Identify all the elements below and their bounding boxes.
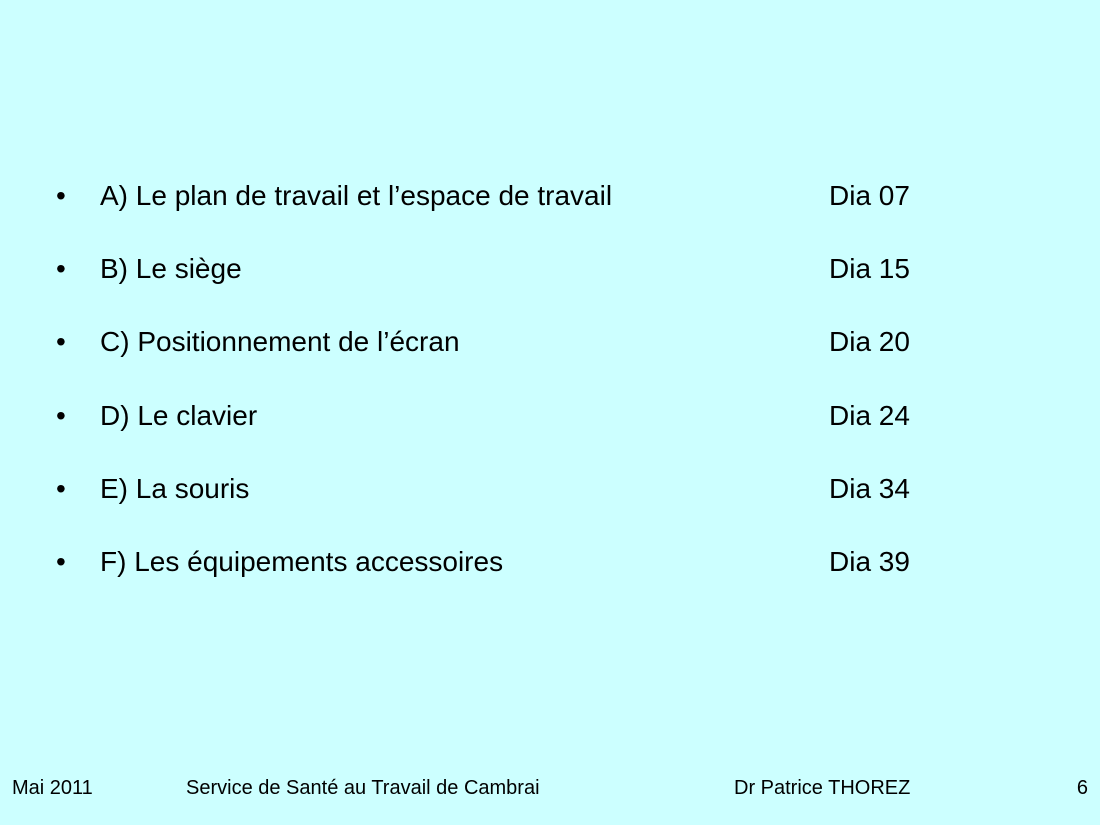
agenda-item-label: D) Le clavier (100, 399, 258, 431)
agenda-item-f (56, 540, 956, 613)
agenda-item-label: B) Le siège (100, 253, 242, 285)
agenda-item-c (56, 320, 956, 393)
footer-organization: Service de Santé au Travail de Cambrai (186, 777, 540, 799)
bullet-icon: • (56, 326, 66, 358)
agenda-item-a (56, 174, 956, 247)
slide-footer (0, 774, 1100, 802)
agenda-item-slide-ref: Dia 15 (829, 253, 910, 285)
agenda-item-e (56, 467, 956, 540)
agenda-item-label: F) Les équipements accessoires (100, 545, 504, 577)
footer-date: Mai 2011 (12, 777, 93, 799)
agenda-item-label: A) Le plan de travail et l’espace de travail (100, 180, 613, 211)
agenda-item-label: C) Positionnement de l’écran (100, 326, 460, 358)
agenda-item-b (56, 247, 956, 320)
bullet-icon: • (56, 253, 66, 285)
agenda-list (56, 174, 956, 613)
footer-author: Dr Patrice THOREZ (734, 777, 911, 799)
bullet-icon: • (56, 472, 66, 504)
footer-page-number: 6 (1076, 777, 1088, 799)
agenda-item-slide-ref: Dia 20 (829, 326, 910, 358)
agenda-item-slide-ref: Dia 39 (829, 545, 910, 577)
agenda-item-slide-ref: Dia 07 (829, 180, 910, 211)
bullet-icon: • (56, 545, 66, 577)
agenda-item-d (56, 394, 956, 467)
bullet-icon: • (56, 399, 66, 431)
agenda-item-slide-ref: Dia 24 (829, 399, 910, 431)
agenda-item-slide-ref: Dia 34 (829, 472, 910, 504)
agenda-item-label: E) La souris (100, 472, 250, 504)
bullet-icon: • (56, 180, 66, 211)
